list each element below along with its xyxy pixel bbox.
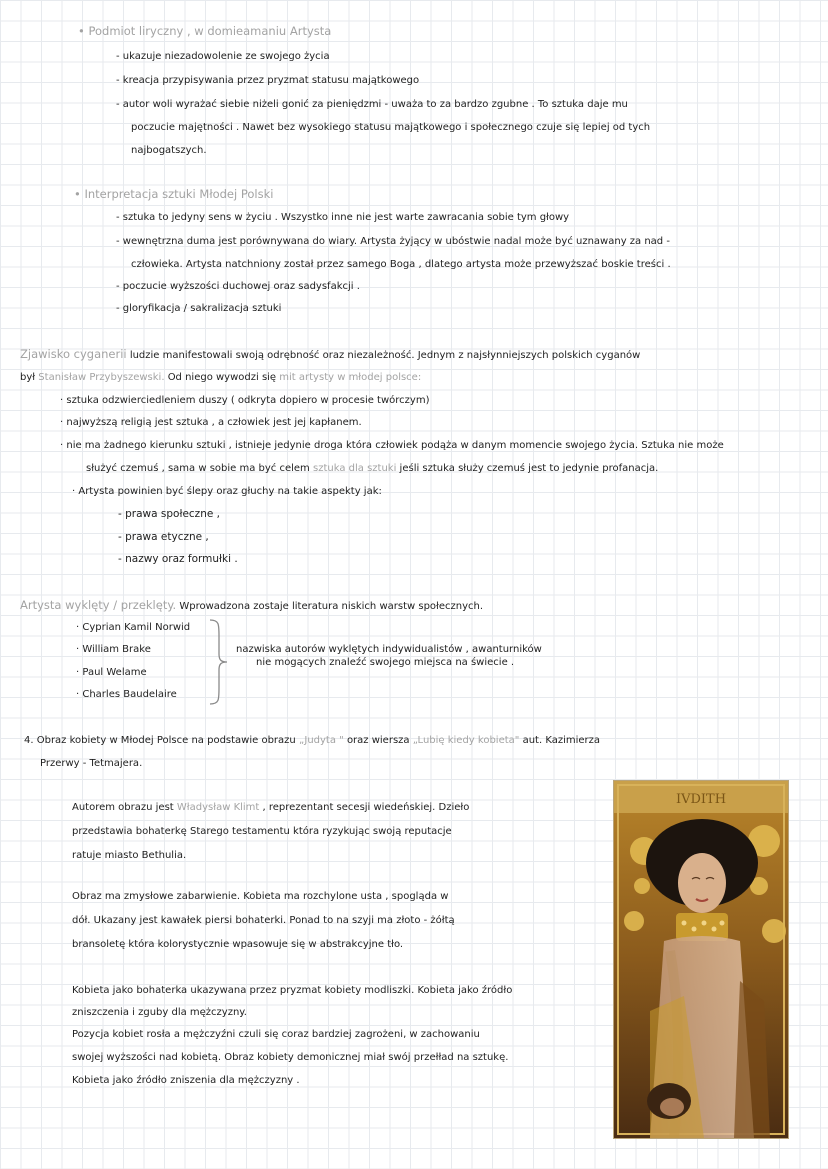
- note-line: nazwiska autorów wyklętych indywidualistów , awanturników: [236, 644, 542, 655]
- section-heading: • Podmiot liryczny , w domieamaniu Artysta: [78, 24, 332, 38]
- note-line: nie mogących znaleźć swojego miejsca na świecie .: [256, 657, 515, 668]
- list-subitem: - prawa społeczne ,: [118, 508, 220, 520]
- inscription-text: IVDITH: [675, 792, 727, 807]
- list-subitem: - nazwy oraz formułki .: [118, 553, 238, 565]
- paragraph-line: był Stanisław Przybyszewski. Od niego wywodzi się mit artysty w młodej polsce:: [20, 372, 422, 383]
- list-item: - autor woli wyrażać siebie niżeli gonić za pieniędzmi - uważa to za bardzo zgubne . To sztuka daje mu: [116, 99, 628, 110]
- paragraph-line: Kobieta jako bohaterka ukazywana przez pryzmat kobiety modliszki. Kobieta jako źródło: [72, 985, 513, 996]
- list-item: - poczucie wyższości duchowej oraz sadysfakcji .: [116, 281, 360, 292]
- paragraph-line: przedstawia bohaterkę Starego testamentu która ryzykując swoją reputacje: [72, 826, 452, 837]
- author-item: · Paul Welame: [76, 667, 147, 678]
- list-item: · nie ma żadnego kierunku sztuki , istnieje jedynie droga która człowiek podąża w danym momencie swojego życia. Sztuka nie może: [60, 440, 724, 451]
- paragraph-line: Obraz ma zmysłowe zabarwienie. Kobieta ma rozchylone usta , spogląda w: [72, 891, 449, 902]
- list-item: - kreacja przypisywania przez pryzmat statusu majątkowego: [116, 75, 420, 86]
- paragraph-line: ratuje miasto Bethulia.: [72, 850, 187, 861]
- author-item: · Cyprian Kamil Norwid: [76, 622, 191, 633]
- list-item: · Artysta powinien być ślepy oraz głuchy na takie aspekty jak:: [72, 486, 382, 497]
- list-item: - ukazuje niezadowolenie ze swojego życia: [116, 51, 330, 62]
- author-item: · William Brake: [76, 644, 151, 655]
- paragraph-line: swojej wyższości nad kobietą. Obraz kobiety demonicznej miał swój przełład na sztukę.: [72, 1052, 509, 1063]
- list-item: · sztuka odzwierciedleniem duszy ( odkryta dopiero w procesie twórczym): [60, 395, 430, 406]
- list-item: człowieka. Artysta natchniony został przez samego Boga , dlatego artysta może przewyższać boskie treści .: [131, 259, 671, 270]
- paragraph-line: zniszczenia i zguby dla mężczyzny.: [72, 1007, 247, 1018]
- list-item: najbogatszych.: [131, 145, 207, 156]
- paragraph-line: Pozycja kobiet rosła a mężczyźni czuli się coraz bardziej zagrożeni, w zachowaniu: [72, 1029, 480, 1040]
- list-item: · najwyższą religią jest sztuka , a człowiek jest jej kapłanem.: [60, 417, 362, 428]
- paragraph-line: bransoletę która kolorystycznie wpasowuje się w abstrakcyjne tło.: [72, 939, 404, 950]
- paragraph-line: Kobieta jako źródło zniszenia dla mężczyzny .: [72, 1075, 300, 1086]
- list-item: służyć czemuś , sama w sobie ma być celem sztuka dla sztuki jeśli sztuka służy czemuś jest to jedynie profanacja.: [86, 463, 659, 474]
- paragraph-line: Artysta wyklęty / przeklęty. Wprowadzona zostaje literatura niskich warstw społecznych.: [20, 598, 484, 612]
- list-subitem: - prawa etyczne ,: [118, 531, 209, 543]
- list-item: - gloryfikacja / sakralizacja sztuki: [116, 303, 282, 314]
- list-item: - sztuka to jedyny sens w życiu . Wszystko inne nie jest warte zawracania sobie tym głowy: [116, 212, 570, 223]
- judith-painting-image: [614, 781, 788, 1138]
- paragraph-line: dół. Ukazany jest kawałek piersi bohaterki. Ponad to na szyji ma złoto - żółtą: [72, 915, 455, 926]
- section-heading: 4. Obraz kobiety w Młodej Polsce na podstawie obrazu „Judyta " oraz wiersza „Lubię kiedy kobieta" aut. Kazimierza: [24, 735, 601, 746]
- section-heading-line: Przerwy - Tetmajera.: [40, 758, 143, 769]
- paragraph-line: Autorem obrazu jest Władysław Klimt , reprezentant secesji wiedeńskiej. Dzieło: [72, 802, 470, 813]
- paragraph-line: Zjawisko cyganerii ludzie manifestowali swoją odrębność oraz niezależność. Jednym z najsłynniejszych polskich cyganów: [20, 347, 641, 361]
- section-heading: • Interpretacja sztuki Młodej Polski: [74, 187, 274, 201]
- list-item: - wewnętrzna duma jest porównywana do wiary. Artysta żyjący w ubóstwie nadal może być uznawany za nad -: [116, 236, 670, 247]
- list-item: poczucie majętności . Nawet bez wysokiego statusu majątkowego i społecznego czuje się lepiej od tych: [131, 122, 651, 133]
- curly-brace-icon: [207, 618, 231, 706]
- author-item: · Charles Baudelaire: [76, 689, 177, 700]
